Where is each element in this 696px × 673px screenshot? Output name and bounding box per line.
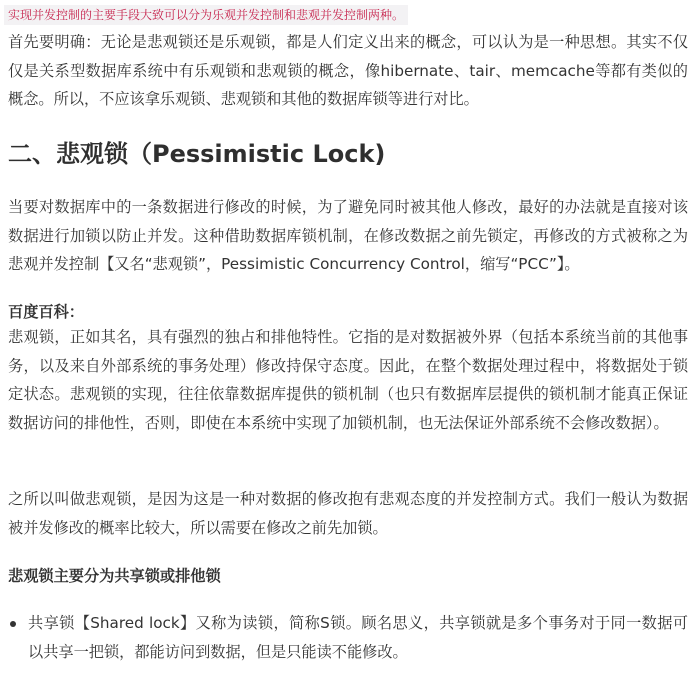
list-item-text: 共享锁【Shared lock】又称为读锁，简称S锁。顾名思义，共享锁就是多个事务对于同一数据可以共享一把锁，都能访问到数据，但是只能读不能修改。: [28, 614, 688, 661]
list-item: [8, 609, 688, 667]
intro-paragraph: 首先要明确：无论是悲观锁还是乐观锁，都是人们定义出来的概念，可以认为是一种思想。其实不仅仅是关系型数据库系统中有乐观锁和悲观锁的概念，像hibernate、tair、memcache等都有类似的概念。所以，不应该拿乐观锁、悲观锁和其他的数据库锁等进行对比。: [8, 33, 688, 108]
baike-paragraph: 悲观锁，正如其名，具有强烈的独占和排他特性。它指的是对数据被外界（包括本系统当前的其他事务，以及来自外部系统的事务处理）修改持保守态度。因此，在整个数据处理过程中，将数据处于锁定状态。悲观锁的实现，往往依靠数据库提供的锁机制（也只有数据库层提供的锁机制才能真正保证数据访问的排他性，否则，即使在本系统中实现了加锁机制，也无法保证外部系统不会修改数据）。: [8, 328, 688, 432]
baike-heading: 百度百科：: [8, 303, 84, 321]
section-heading: 二、悲观锁（Pessimistic Lock): [8, 140, 386, 168]
reason-paragraph: 之所以叫做悲观锁，是因为这是一种对数据的修改抱有悲观态度的并发控制方式。我们一般认为数据被并发修改的概率比较大，所以需要在修改之前先加锁。: [8, 490, 688, 537]
bullet-dot-icon: [10, 621, 16, 627]
highlighted-note: 实现并发控制的主要手段大致可以分为乐观并发控制和悲观并发控制两种。: [4, 5, 408, 25]
lock-types-list: [8, 609, 688, 667]
lock-types-heading: 悲观锁主要分为共享锁或排他锁: [8, 567, 221, 585]
definition-paragraph: 当要对数据库中的一条数据进行修改的时候，为了避免同时被其他人修改，最好的办法就是直接对该数据进行加锁以防止并发。这种借助数据库锁机制，在修改数据之前先锁定，再修改的方式被称之为悲观并发控制【又名“悲观锁”，Pessimistic Concurrency Control，缩写“PCC”】。: [8, 198, 688, 273]
